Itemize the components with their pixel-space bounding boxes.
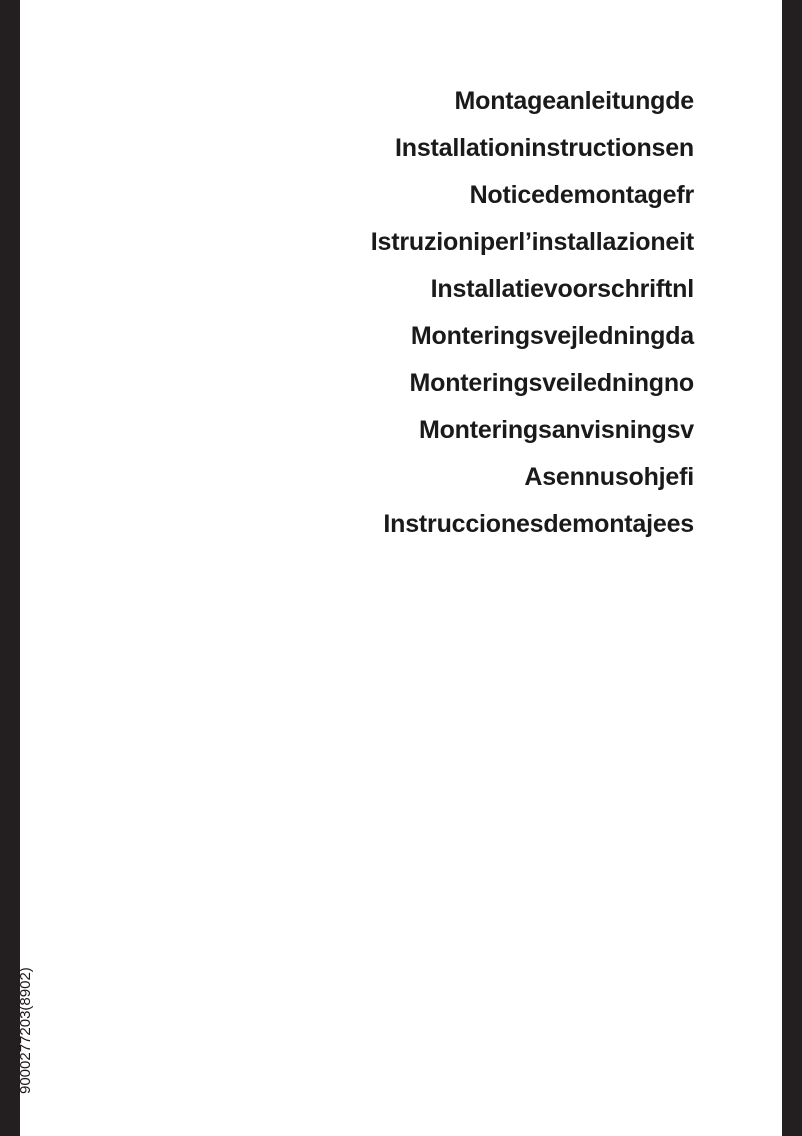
left-margin-bar (0, 0, 20, 1136)
title-line-fr: Noticedemontagefr (469, 181, 694, 209)
right-margin-bar (782, 0, 802, 1136)
title-line-nl: Installatievoorschriftnl (430, 275, 694, 303)
language-title-list (94, 78, 694, 548)
title-line-da: Monteringsvejledningda (410, 322, 694, 350)
title-line-en: Installationinstructionsen (395, 134, 694, 162)
title-line-it: Istruzioniperl’installazioneit (370, 228, 694, 256)
title-line-es: Instruccionesdemontajees (383, 510, 694, 538)
title-line-de: Montageanleitungde (454, 87, 694, 115)
title-line-fi: Asennusohjefi (524, 463, 694, 491)
title-line-sv: Monteringsanvisningsv (418, 416, 694, 444)
title-line-no: Monteringsveiledningno (409, 369, 694, 397)
document-code: 9000277203(8902) (17, 967, 34, 1094)
